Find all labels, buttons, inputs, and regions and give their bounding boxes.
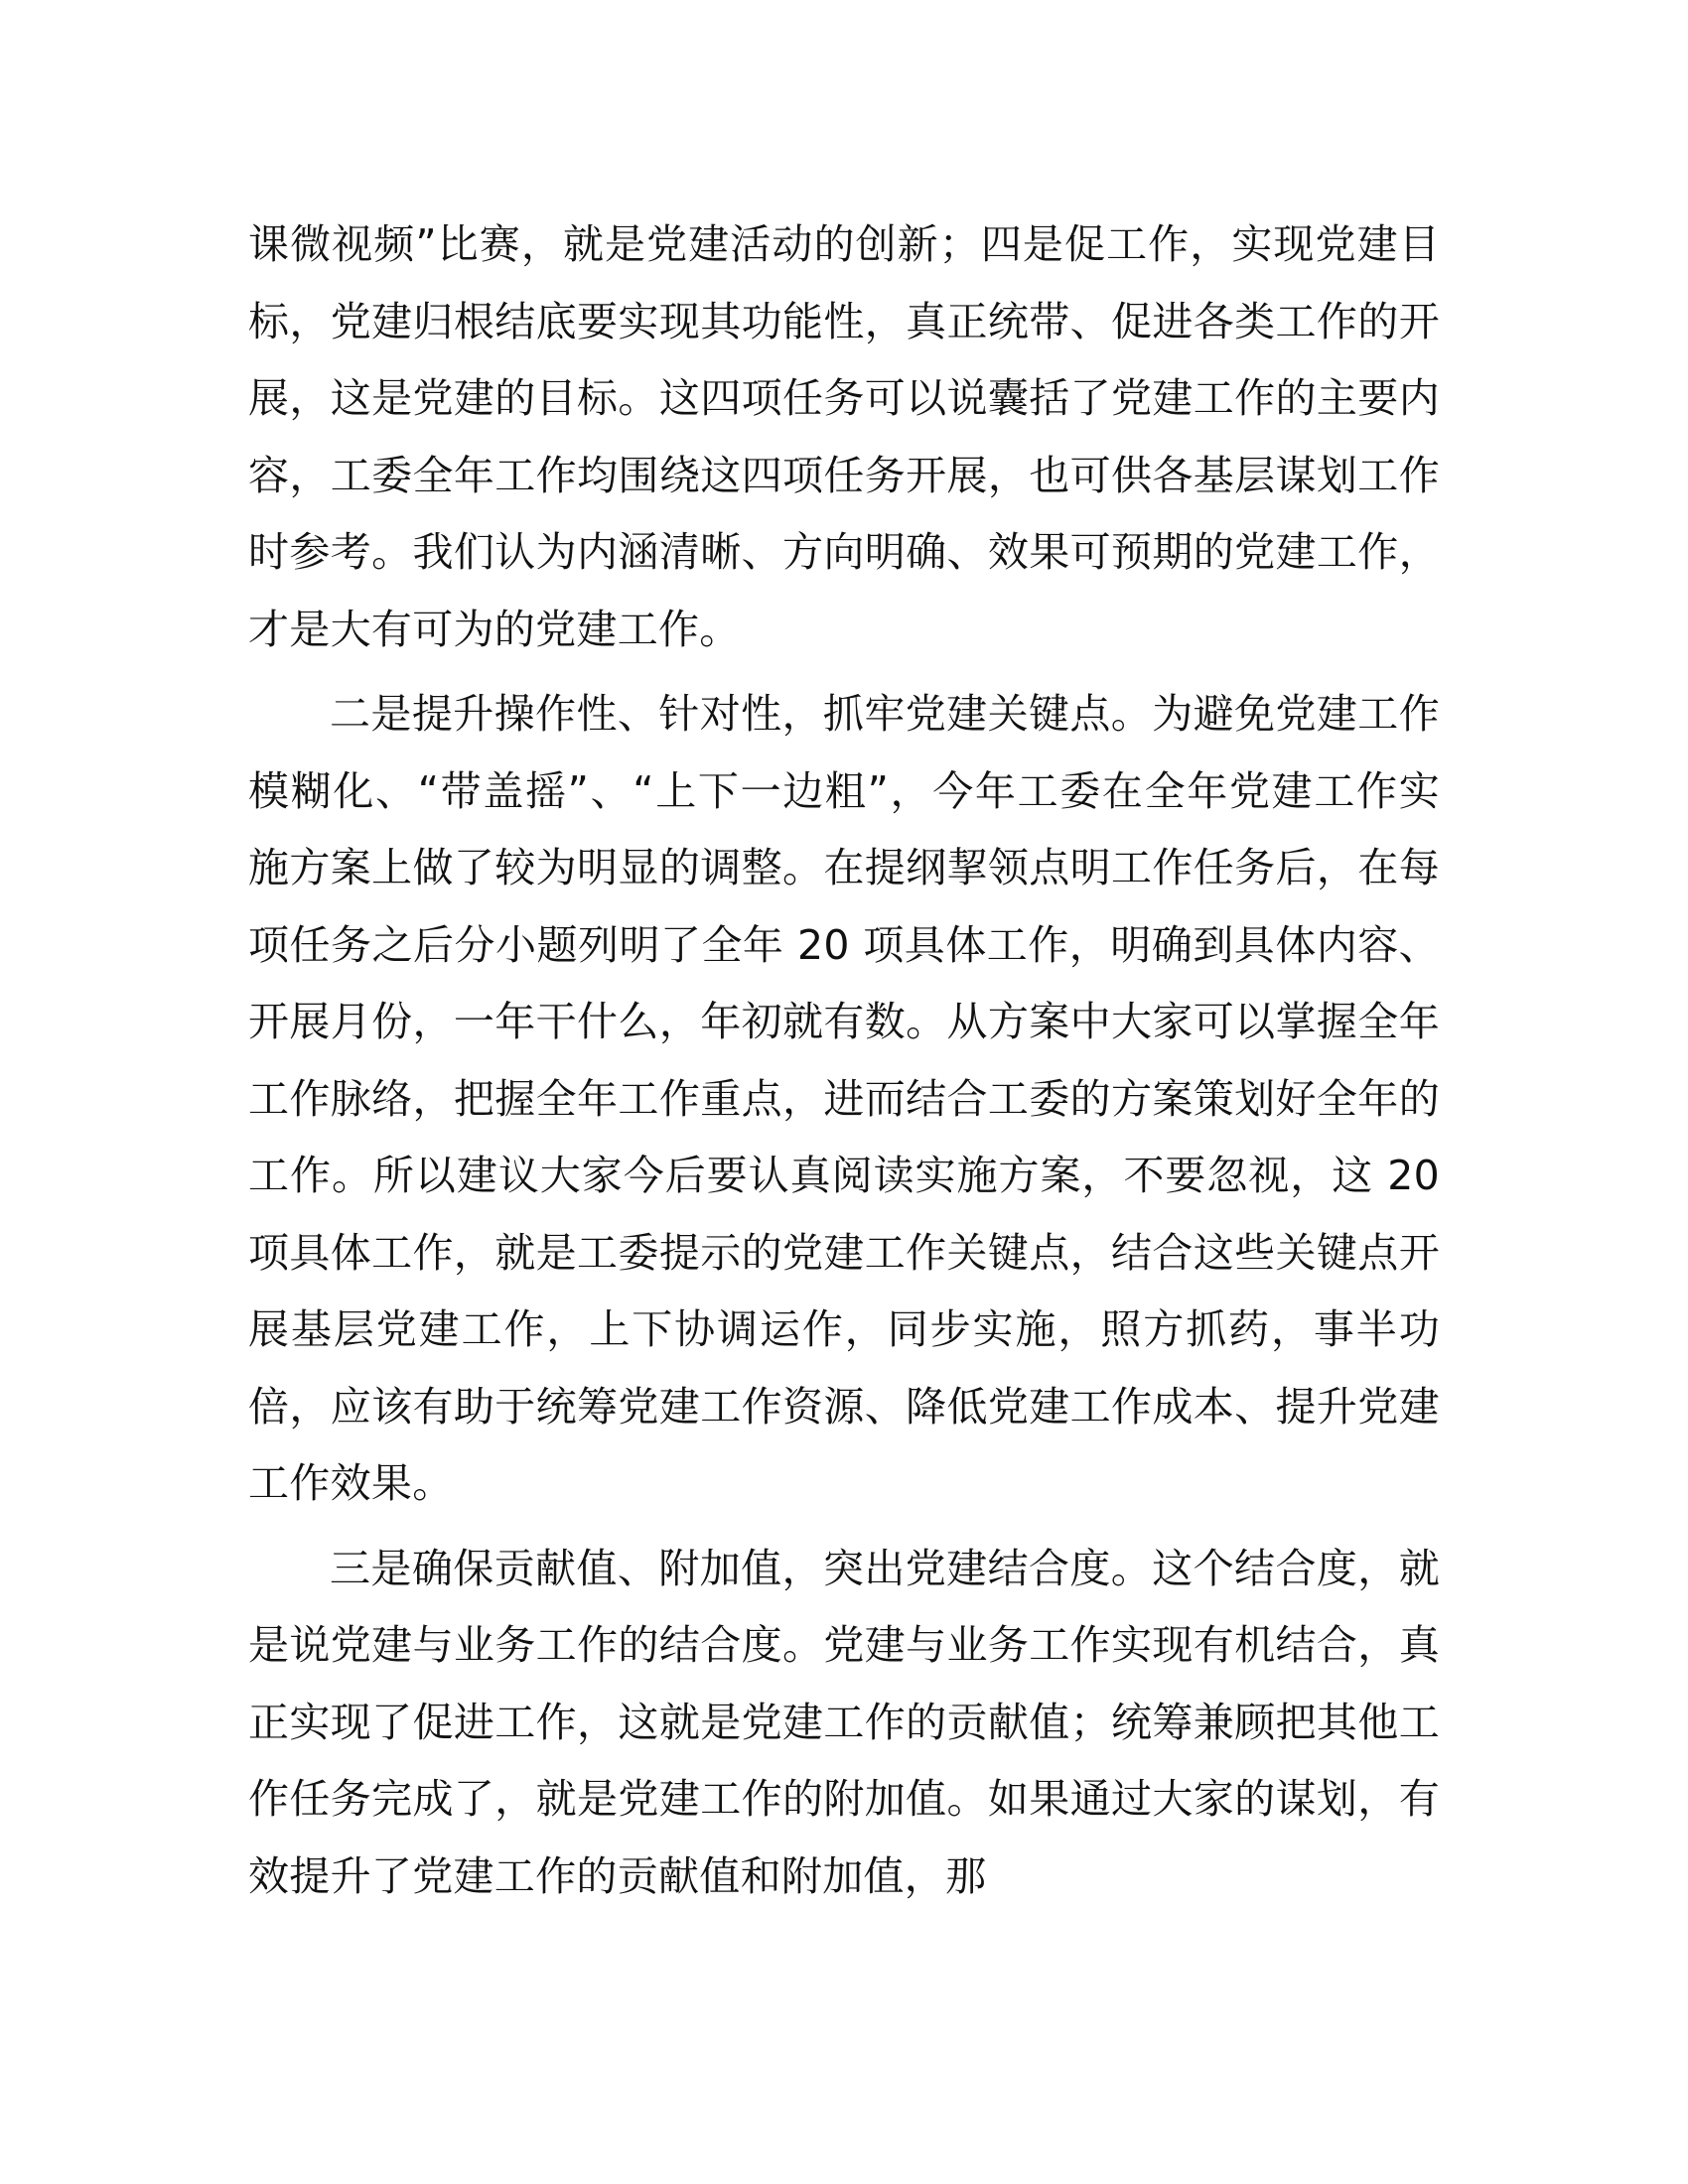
- paragraph-1: 课微视频”比赛，就是党建活动的创新；四是促工作，实现党建目标，党建归根结底要实现其功能性，真正统带、促进各类工作的开展，这是党建的目标。这四项任务可以说囊括了党建工作的主要内容，工委全年工作均围绕这四项任务开展，也可供各基层谋划工作时参考。我们认为内涵清晰、方向明确、效果可预期的党建工作，才是大有可为的党建工作。: [248, 220, 1440, 653]
- paragraph-3: 三是确保贡献值、附加值，突出党建结合度。这个结合度，就是说党建与业务工作的结合度。党建与业务工作实现有机结合，真正实现了促进工作，这就是党建工作的贡献值；统筹兼顾把其他工作任务完成了，就是党建工作的附加值。如果通过大家的谋划，有效提升了党建工作的贡献值和附加值，那: [248, 1544, 1440, 1900]
- paragraph-2: 二是提升操作性、针对性，抓牢党建关键点。为避免党建工作模糊化、“带盖摇”、“上下一边粗”，今年工委在全年党建工作实施方案上做了较为明显的调整。在提纲挈领点明工作任务后，在每项任务之后分小题列明了全年 20 项具体工作，明确到具体内容、开展月份，一年干什么，年初就有数。从方案中大家可以掌握全年工作脉络，把握全年工作重点，进而结合工委的方案策划好全年的工作。所以建议大家今后要认真阅读实施方案，不要忽视，这 20 项具体工作，就是工委提示的党建工作关键点，结合这些关键点开展基层党建工作，上下协调运作，同步实施，照方抓药，事半功倍，应该有助于统筹党建工作资源、降低党建工作成本、提升党建工作效果。: [248, 690, 1440, 1507]
- document-body: [248, 206, 1440, 1923]
